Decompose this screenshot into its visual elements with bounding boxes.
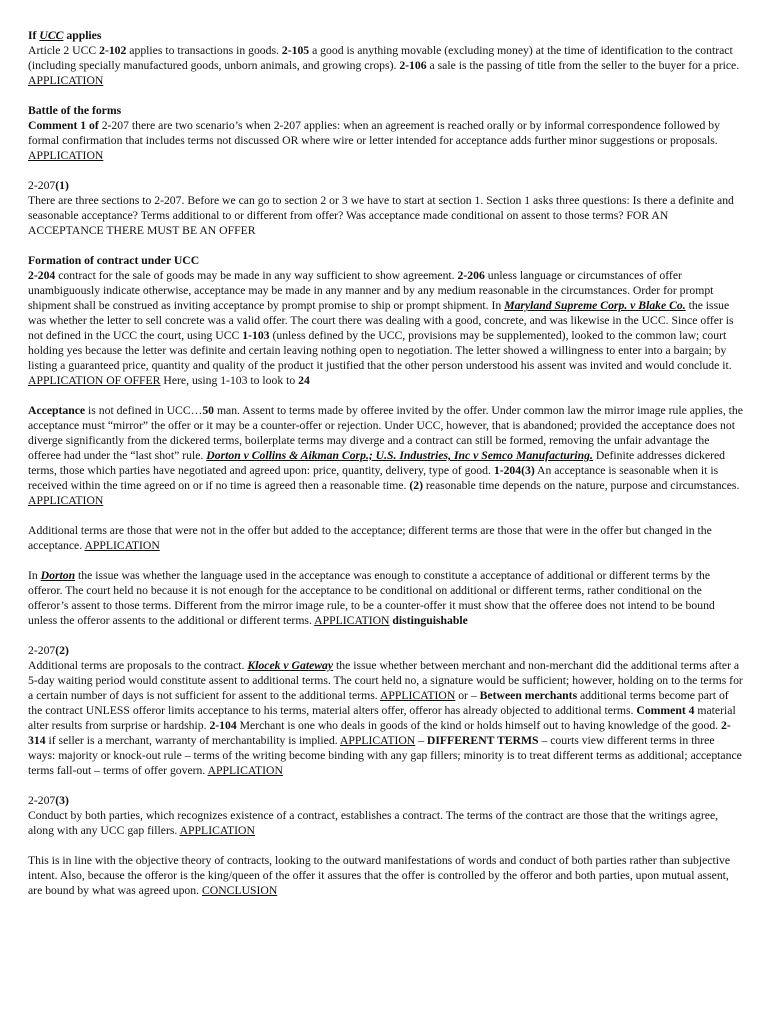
spacer [28, 163, 744, 178]
case-name: Maryland Supreme Corp. v Blake Co. [504, 299, 686, 312]
page-reference: 24 [298, 374, 310, 387]
application-label: APPLICATION [314, 614, 390, 627]
spacer [28, 238, 744, 253]
term-label: Acceptance [28, 404, 86, 417]
heading-text: If [28, 29, 40, 42]
paragraph-dorton: In Dorton the issue was whether the language used in the acceptance was enough to constitute a acceptance of additional or different terms by the offeror. The court held no because it is not enough for the acceptance to be conditional on additional or different terms, rather conditional on the offeror’s assent to those terms. Different from the mirror image rule, to be a counter-offer it must show that the offeree does not intend to be bound unless the offeror assents to the additional or different terms. APPLICATION distinguishable [28, 569, 715, 627]
conclusion-label: CONCLUSION [201, 884, 278, 897]
paragraph-additional-terms: Additional terms are those that were not in the offer but added to the acceptance; different terms are those that were in the offer but changed in the acceptance. APPLICATION [28, 524, 712, 552]
application-label: APPLICATION [379, 689, 456, 702]
paragraph-section-2: Additional terms are proposals to the contract. Klocek v Gateway the issue whether between merchant and non-merchant did the additional terms after a 5-day waiting period would constitute assent to additional terms. The court held no, a signature would be sufficient; however, holding on to the terms for a certain number of days is not sufficient for assent to the additional terms. APPLICATION or – Between merchants additional terms become part of the contract UNLESS offeror limits acceptance to his terms, material alters offer, offeror has already objected to additional terms. Comment 4 material alter results from surprise or hardship. 2-104 Merchant is one who deals in goods of the kind or holds himself out to having knowledge of the good. 2-314 if seller is a merchant, warranty of merchantability is implied. APPLICATION – DIFFERENT TERMS – courts view different terms in three ways: majority or knock-out rule – terms of the writing become binding with any gap fillers; minority is to treat different terms as additional; acceptance terms fall-out – terms of offer govern. APPLICATION [28, 659, 743, 777]
code-section: 2-104 [209, 719, 237, 732]
code-section: 1-204 [493, 464, 522, 477]
code-section: 2-204 [28, 269, 56, 282]
code-section: 2-102 [99, 44, 127, 57]
distinguishable-label: distinguishable [392, 614, 468, 627]
code-section: 2-105 [281, 44, 310, 57]
application-label: APPLICATION [339, 734, 416, 747]
application-label: APPLICATION [207, 764, 283, 777]
spacer [28, 553, 744, 568]
page-reference: 50 [202, 404, 215, 417]
paragraph-section-1: There are three sections to 2-207. Before we can go to section 2 or 3 we have to start at section 1. Section 1 asks three questions: Is there a definite and seasonable acceptance? Terms additional to or different from offer? Was acceptance made conditional on assent to those terms? FOR AN ACCEPTANCE THERE MUST BE AN OFFER [28, 194, 734, 237]
heading-ucc: UCC [39, 29, 64, 42]
heading-2-207-3: 2-207(3) [28, 794, 69, 807]
spacer [28, 508, 744, 523]
spacer [28, 628, 744, 643]
application-label: APPLICATION [28, 74, 104, 87]
heading-text: applies [63, 29, 102, 42]
spacer [28, 88, 744, 103]
heading-2-207-1: 2-207(1) [28, 179, 69, 192]
code-section: 1-103 [242, 329, 270, 342]
paragraph-conclusion: This is in line with the objective theory of contracts, looking to the outward manifestations of words and conduct of both parties rather than subjective intent. Also, because the offeror is the king/queen of the offer it assures that the offer is controlled by the offeror and both parties, upon mutual assent, are bound by what was agreed upon. CONCLUSION [28, 854, 731, 897]
application-label: APPLICATION [28, 149, 104, 162]
code-section: 2-314 [28, 719, 731, 747]
application-label: APPLICATION OF OFFER [28, 374, 161, 387]
paragraph-article-2: Article 2 UCC 2-102 applies to transactions in goods. 2-105 a good is anything movable (excluding money) at the time of identification to the contract (including specially manufactured goods, unborn animals, and growing crops). 2-106 a sale is the passing of title from the seller to the buyer for a price. APPLICATION [28, 44, 740, 87]
paragraph-formation: 2-204 contract for the sale of goods may be made in any way sufficient to show agreement. 2-206 unless language or circumstances of offer unambiguously indicate otherwise, acceptance may be made in any manner and by any medium reasonable in the circumstances. Order for prompt shipment shall be construed as inviting acceptance by prompt promise to ship or prompt shipment. In Maryland Supreme Corp. v Blake Co. the issue was whether the letter to sell concrete was a valid offer. The court there was dealing with a good, concrete, and was likewise in the UCC. Since offer is not defined in the UCC the court, using UCC 1-103 (unless defined by the UCC, provisions may be supplemented), looked to the common law; court holding yes because the letter was definite and certain leaving nothing open to negotiation. The letter showed a willingness to enter into a bargain; by listing a guaranteed price, quantity and quality of the product it justified that the other person understood his assent was invited and would conclude it. APPLICATION OF OFFER Here, using 1-103 to look to 24 [28, 269, 734, 387]
case-name: Klocek v Gateway [247, 659, 334, 672]
comment-label: Comment 4 [636, 704, 695, 717]
heading-2-207-2: 2-207(2) [28, 644, 69, 657]
application-line [28, 493, 744, 508]
code-section: 2-206 [457, 269, 485, 282]
term-label: DIFFERENT TERMS [426, 734, 539, 747]
heading-battle-of-forms: Battle of the forms [28, 104, 122, 117]
application-label: APPLICATION [179, 824, 255, 837]
paragraph-section-3: Conduct by both parties, which recognizes existence of a contract, establishes a contract. The terms of the contract are those that the writings agree, along with any UCC gap fillers. APPLICATION [28, 809, 719, 837]
application-label: APPLICATION [84, 539, 160, 552]
heading-if-ucc-applies [28, 28, 744, 43]
spacer [28, 388, 744, 403]
term-label: Between merchants [479, 689, 578, 702]
case-name: Dorton v Collins & Aikman Corp.; U.S. Industries, Inc v Semco Manufacturing. [206, 449, 593, 462]
heading-formation: Formation of contract under UCC [28, 254, 200, 267]
comment-label: Comment 1 of [28, 119, 99, 132]
case-name: Dorton [40, 569, 76, 582]
spacer [28, 778, 744, 793]
paragraph-comment-1: Comment 1 of 2-207 there are two scenario’s when 2-207 applies: when an agreement is reached orally or by informal correspondence followed by formal confirmation that includes terms not discussed OR where wire or letter intended for acceptance adds further minor suggestions or proposals. APPLICATION [28, 119, 720, 162]
code-section: 2-106 [399, 59, 427, 72]
application-label: APPLICATION [28, 494, 104, 507]
spacer [28, 838, 744, 853]
paragraph-acceptance: Acceptance is not defined in UCC…50 man. Assent to terms made by offeree invited by the offer. Under common law the mirror image rule applies, the acceptance must “mirror” the offer or it may be a counter-offer or rejection. Under UCC, however, that is abandoned; provided the acceptance does not diverge significantly from the dickered terms, boilerplate terms may diverge and a contract can still be formed, removing the unfair advantage the offeree had under the “last shot” rule. Dorton v Collins & Aikman Corp.; U.S. Industries, Inc v Semco Manufacturing. Definite addresses dickered terms, those which parties have negotiated and agreed upon: price, quantity, delivery, type of good. 1-204(3) An acceptance is seasonable when it is received within the time agreed on or if no time is agreed then a reasonable time. (2) reasonable time depends on the nature, purpose and circumstances. [28, 404, 743, 492]
